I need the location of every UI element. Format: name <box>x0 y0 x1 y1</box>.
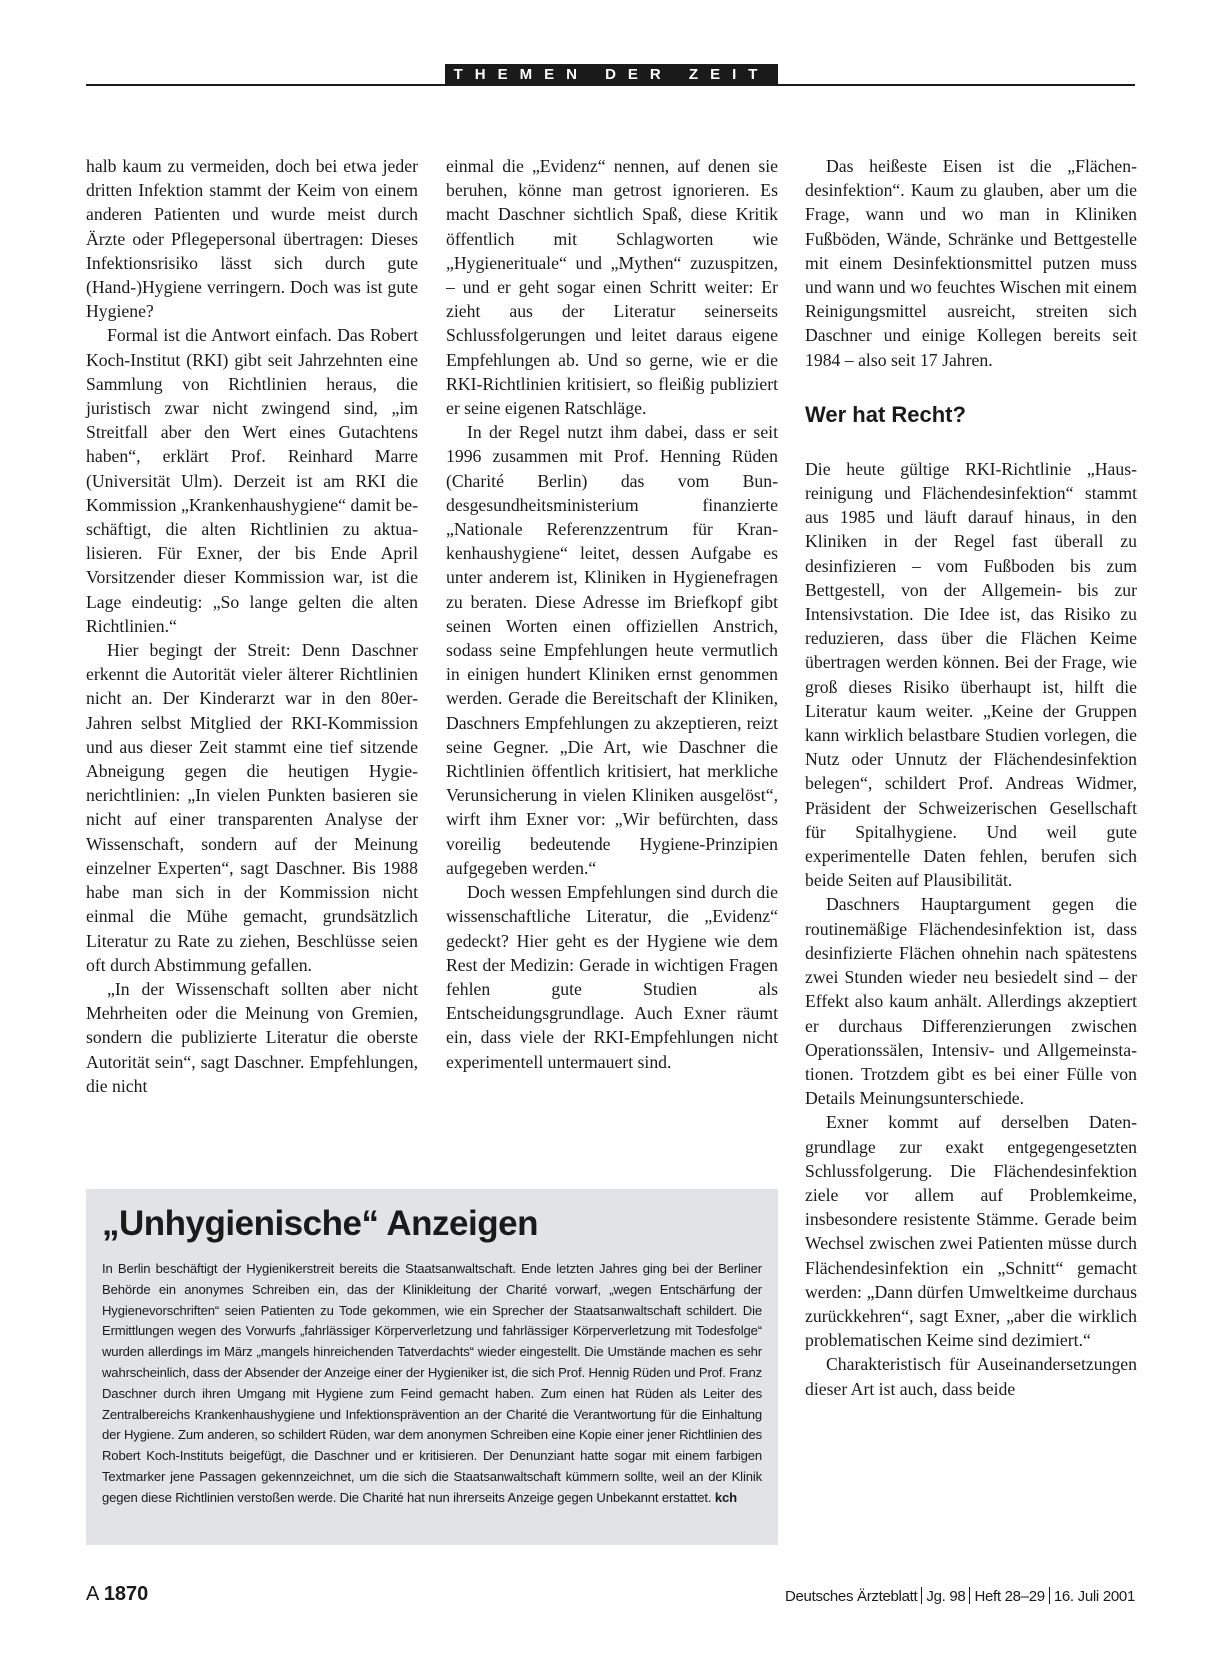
divider <box>969 1587 970 1604</box>
page-number <box>86 1583 148 1606</box>
sidebar-box-title: „Unhygienische“ Anzeigen <box>102 1204 538 1243</box>
paragraph: halb kaum zu vermeiden, doch bei etwa jeder dritten Infektion stammt der Keim von einem anderen Patienten und wurde meist durch Ärzte oder Pflegepersonal übertragen: Dieses Infektionsrisiko lässt sich durch gute (Hand-)Hygiene verringern. Doch was ist gute Hygiene? <box>86 156 418 322</box>
article-column-2 <box>446 154 778 1074</box>
paragraph: einmal die „Evidenz“ nennen, auf denen sie beruhen, könne man getrost ignorieren. Es macht Daschner sichtlich Spaß, diese Kritik öffentlich mit Schlagworten wie „Hygienerituale“ und „Mythen“ zuzuspitzen, – und er geht sogar einen Schritt weiter: Er zieht aus der Literatur seinerseits Schlussfolgerungen und leitet daraus eigene Empfehlungen ab. Und so gerne, wie er die RKI-Richtlinien kritisiert, so fleißig publiziert er seine eigenen Ratschläge. <box>446 156 778 419</box>
sidebar-box-text: In Berlin beschäftigt der Hygienikerstreit bereits die Staatsanwaltschaft. Ende letzten Jahres ging bei der Berliner Behörde ein anonymes Schreiben ein, das der Klinikleitung der Charité vorwarf, „wegen Entschärfung der Hygienevorschriften“ seien Patienten zu Tode gekommen, wie ein Sprecher der Staatsanwaltschaft schildert. Die Ermittlungen wegen des Vorwurfs „fahrlässiger Körperverletzung und fahrlässiger Körperverletzung mit Todesfolge“ wurden allerdings im März „mangels hinreichenden Tatverdachts“ wieder eingestellt. Die Umstände machen es sehr wahrscheinlich, dass der Absender der Anzeige einer der Hygieniker ist, die sich Prof. Hennig Rüden und Prof. Franz Daschner durch ihren Umgang mit Hygiene zum Feind gemacht haben. Zum einen hat Rüden als Leiter des Zentralbereichs Krankenhaushygiene und Infektionsprävention an der Charité die Verantwortung für die Einhaltung der Hygiene. Zum anderen, so schildert Rüden, war dem anonymen Schreiben eine Kopie einer jener Richtlinien des Robert Koch-Instituts beigefügt, die Daschner und er kritisieren. Der Denunziant hatte sogar mit einem farbigen Textmarker jene Passagen gekennzeichnet, um die sich die Staatsanwaltschaft kümmern sollte, weil an der Klinik gegen diese Richtlinien verstoßen werde. Die Charité hat nun ihrerseits Anzeige gegen Unbekannt erstattet. <box>102 1261 762 1505</box>
journal-citation <box>785 1587 1135 1605</box>
paragraph: Daschners Hauptargument gegen die routinemäßige Flächendesinfektion ist, dass desinfizierte Flächen ohnehin nach spätestens zwei Stunden wieder neu besiedelt sind – der Effekt also kaum anhält. Allerdings akzeptiert er durchaus Differenzierungen zwischen Operationssälen, Intensiv- und Allgemeinstationen. Trotzdem gibt es bei einer Fülle von Details Meinungsunterschiede. <box>805 894 1137 1109</box>
journal-issue: Heft 28–29 <box>974 1588 1045 1605</box>
section-subheading: Wer hat Recht? <box>805 401 966 427</box>
author-signature: kch <box>714 1489 737 1505</box>
paragraph: „In der Wissenschaft sollten aber nicht Mehrheiten oder die Meinung von Gremien, sondern die publizierte Literatur die oberste Autorität sein“, sagt Daschner. Empfehlungen, die nicht <box>86 978 418 1096</box>
sidebar-box <box>86 1189 778 1545</box>
section-label: THEMEN DER ZEIT <box>445 64 778 86</box>
paragraph: In der Regel nutzt ihm dabei, dass er seit 1996 zusammen mit Prof. Henning Rüden (Charité Berlin) das vom Bundesgesundheitsministerium finanzierte „Nationale Referenzzentrum für Krankenhaushygiene“ leitet, dessen Aufgabe es unter anderem ist, Kliniken in Hygienefragen zu beraten. Diese Adresse im Briefkopf gibt seinen Worten einen offiziellen Anstrich, sodass seine Empfehlungen heute vermutlich in einigen hundert Kliniken ernst genommen werden. Gerade die Bereitschaft der Kliniken, Daschners Empfehlungen zu akzeptieren, reizt seine Gegner. „Die Art, wie Daschner die Richtlinien öffentlich kritisiert, hat merkliche Verunsicherung in vielen Kliniken ausgelöst“, wirft ihm Exner vor: „Wir befürchten, dass voreilig bedeutende Hygiene-Prinzipien aufgegeben werden.“ <box>446 422 778 878</box>
sidebar-box-body <box>102 1259 762 1509</box>
divider <box>921 1587 922 1604</box>
paragraph: Exner kommt auf derselben Datengrundlage zur exakt entgegengesetzten Schlussfolgerung. Die Flächendesinfektion ziele vor allem auf Problemkeime, insbesondere resistente Stämme. Gerade beim Wechsel zwischen zwei Patienten müsse durch Flächendesinfektion ein „Schnitt“ gemacht werden: „Dann dürfen Umweltkeime durchaus zurückkehren“, sagt Exner, „aber die wirklich problematischen Keime sind dezimiert.“ <box>805 1112 1137 1351</box>
journal-date: 16. Juli 2001 <box>1053 1588 1135 1605</box>
paragraph: Doch wessen Empfehlungen sind durch die wissenschaftliche Literatur, die „Evidenz“ gedeckt? Hier geht es der Hygiene wie dem Rest der Medizin: Gerade in wichtigen Fragen fehlen gute Studien als Entscheidungsgrundlage. Auch Exner räumt ein, dass viele der RKI-Empfehlungen nicht experimentell untermauert sind. <box>446 882 778 1072</box>
paragraph: Formal ist die Antwort einfach. Das Robert Koch-Institut (RKI) gibt seit Jahrzehnten eine Sammlung von Richtlinien heraus, die juristisch zwar nicht zwingend sind, „im Streitfall aber den Wert eines Gutachtens haben“, erklärt Prof. Reinhard Marre (Universität Ulm). Derzeit ist am RKI die Kommission „Krankenhaushygiene“ damit beschäftigt, die alten Richtlinien zu aktualisieren. Für Exner, der bis Ende April Vorsitzender dieser Kommission war, ist die Lage eindeutig: „So lange gelten die alten Richtlinien.“ <box>86 325 418 636</box>
divider <box>1049 1587 1050 1604</box>
page-number-value: 1870 <box>103 1583 149 1605</box>
paragraph: Das heißeste Eisen ist die „Flächendesinfektion“. Kaum zu glauben, aber um die Frage, wann und wo man in Kliniken Fußböden, Wände, Schränke und Bettgestelle mit einem Desinfektionsmittel putzen muss und wann und wo feuchtes Wischen mit einem Reinigungsmittel ausreicht, streiten sich Daschner und einige Kollegen bereits seit 1984 – also seit 17 Jahren. <box>805 156 1137 370</box>
paragraph: Hier begingt der Streit: Denn Daschner erkennt die Autorität vieler älterer Richtlinien nicht an. Der Kinderarzt war in den 80er-Jahren selbst Mitglied der RKI-Kommission und aus dieser Zeit stammt eine tief sitzende Abneigung gegen die heutigen Hygienerichtlinien: „In vielen Punkten basieren sie nicht auf einer transparenten Analyse der Wissenschaft, sondern auf der Meinung einzelner Experten“, sagt Daschner. Bis 1988 habe man sich in der Kommission nicht einmal die Mühe gemacht, grundsätzlich Literatur zu Rate zu ziehen, Beschlüsse seien oft durch Abstimmung gefallen. <box>86 640 418 975</box>
page-prefix: A <box>86 1583 99 1605</box>
journal-name: Deutsches Ärzteblatt <box>784 1588 918 1605</box>
journal-volume: Jg. 98 <box>926 1588 966 1605</box>
article-column-1 <box>86 154 418 1098</box>
paragraph: Die heute gültige RKI-Richtlinie „Hausreinigung und Flächendesinfektion“ stammt aus 1985 und läuft darauf hinaus, in den Kliniken in der Regel fast überall zu desinfizieren – vom Fußboden bis zum Bettgestell, von der Allgemein- bis zur Intensivstation. Die Idee ist, das Risiko zu reduzieren, dass über die Flächen Keime übertragen werden können. Bei der Frage, wie groß dieses Risiko überhaupt ist, hilft die Literatur kaum weiter. „Keine der Gruppen kann wirklich belastbare Studien vorlegen, die Nutz oder Unnutz der Flächendesinfektion belegen“, schildert Prof. Andreas Widmer, Präsident der Schweizerischen Gesellschaft für Spitalhygiene. Und weil gute experimentelle Daten fehlen, berufen sich beide Seiten auf Plausibilität. <box>805 458 1137 891</box>
paragraph: Charakteristisch für Auseinandersetzungen dieser Art ist auch, dass beide <box>805 1354 1137 1399</box>
article-column-3 <box>805 154 1137 1401</box>
